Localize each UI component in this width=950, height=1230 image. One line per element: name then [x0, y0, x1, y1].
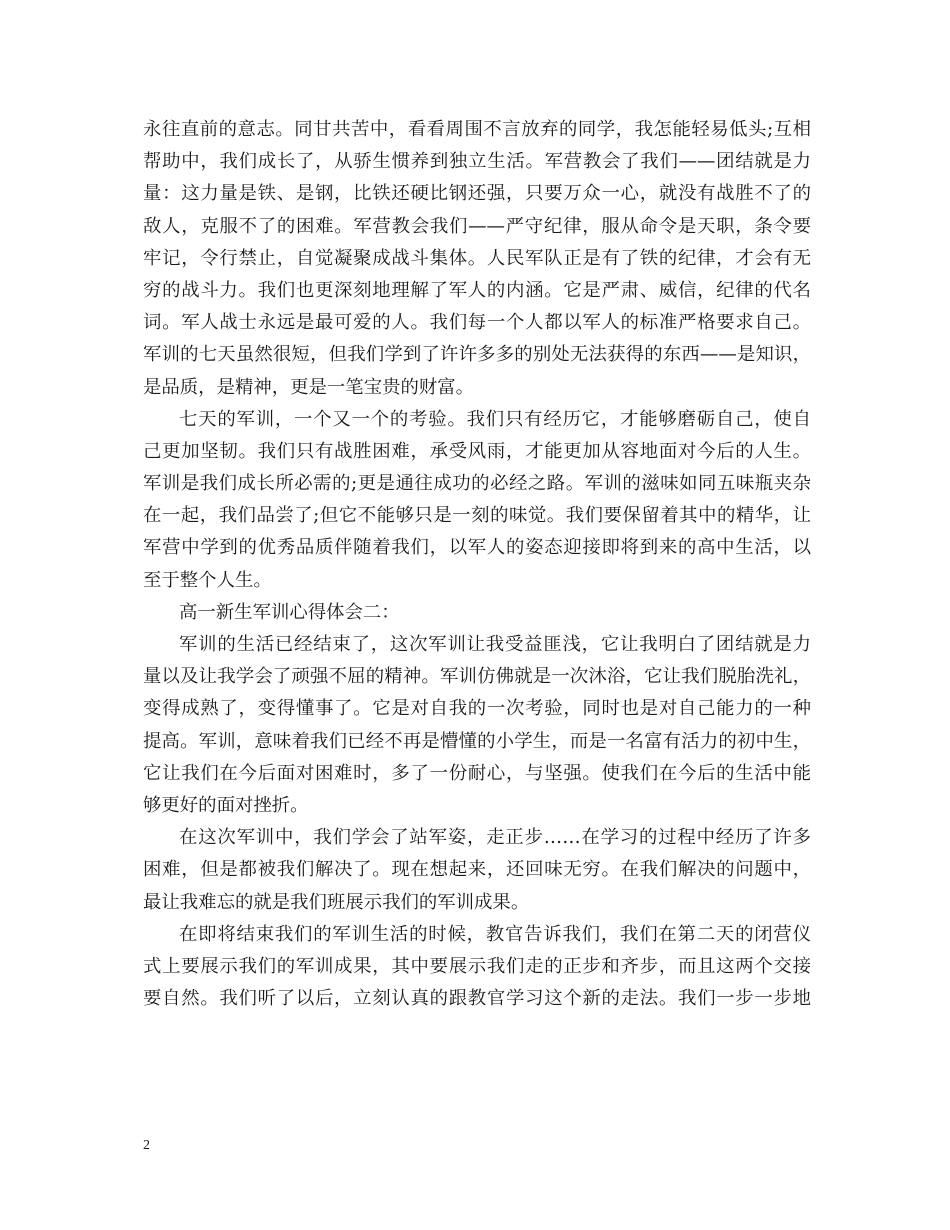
- text-line: 在一起，我们品尝了;但它不能够只是一刻的味觉。我们要保留着其中的精华，让: [143, 505, 811, 527]
- text-line: 是品质，是精神，更是一笔宝贵的财富。: [143, 376, 475, 398]
- text-line: 要自然。我们听了以后，立刻认真的跟教官学习这个新的走法。我们一步一步地: [143, 988, 811, 1010]
- text-line: 高一新生军训心得体会二：: [179, 601, 400, 623]
- body-text: [143, 114, 811, 1015]
- text-line: 军训的生活已经结束了，这次军训让我受益匪浅，它让我明白了团结就是力: [179, 634, 811, 655]
- text-line: 牢记，令行禁止，自觉凝聚成战斗集体。人民军队正是有了铁的纪律，才会有无: [143, 247, 811, 269]
- text-line: 至于整个人生。: [143, 569, 272, 591]
- text-line: 量以及让我学会了顽强不屈的精神。军训仿佛就是一次沐浴，它让我们脱胎洗礼，: [143, 666, 811, 688]
- text-line: 它让我们在今后面对困难时，多了一份耐心，与坚强。使我们在今后的生活中能: [143, 762, 811, 784]
- text-line: 帮助中，我们成长了，从骄生惯养到独立生活。军营教会了我们——团结就是力: [143, 151, 811, 173]
- text-line: 己更加坚韧。我们只有战胜困难，承受风雨，才能更加从容地面对今后的人生。: [143, 440, 811, 462]
- text-line: 在这次军训中，我们学会了站军姿，走正步……在学习的过程中经历了许多: [179, 827, 811, 849]
- text-line: 军训的七天虽然很短，但我们学到了许许多多的别处无法获得的东西——是知识，: [143, 344, 811, 366]
- text-line: 军训是我们成长所必需的;更是通往成功的必经之路。军训的滋味如同五味瓶夹杂: [143, 473, 811, 495]
- text-line: 变得成熟了，变得懂事了。它是对自我的一次考验，同时也是对自己能力的一种: [143, 698, 811, 720]
- text-line: 七天的军训，一个又一个的考验。我们只有经历它，才能够磨砺自己，使自: [179, 408, 811, 430]
- text-line: 词。军人战士永远是最可爱的人。我们每一个人都以军人的标准严格要求自己。: [143, 312, 811, 334]
- text-line: 敌人，克服不了的困难。军营教会我们——严守纪律，服从命令是天职，条令要: [143, 215, 811, 237]
- text-line: 永往直前的意志。同甘共苦中，看看周围不言放弃的同学，我怎能轻易低头;互相: [143, 119, 811, 140]
- text-line: 式上要展示我们的军训成果，其中要展示我们走的正步和齐步，而且这两个交接: [143, 955, 811, 977]
- text-line: 最让我难忘的就是我们班展示我们的军训成果。: [143, 891, 530, 913]
- text-line: 够更好的面对挫折。: [143, 794, 309, 816]
- text-line: 在即将结束我们的军训生活的时候，教官告诉我们，我们在第二天的闭营仪: [179, 923, 811, 945]
- text-line: 困难，但是都被我们解决了。现在想起来，还回味无穷。在我们解决的问题中，: [143, 859, 811, 881]
- page-number: 2: [143, 1138, 150, 1153]
- text-line: 军营中学到的优秀品质伴随着我们，以军人的姿态迎接即将到来的高中生活，以: [143, 537, 811, 559]
- text-line: 量：这力量是铁、是钢，比铁还硬比钢还强，只要万众一心，就没有战胜不了的: [143, 183, 811, 205]
- text-line: 提高。军训，意味着我们已经不再是懵懂的小学生，而是一名富有活力的初中生，: [143, 730, 811, 752]
- text-line: 穷的战斗力。我们也更深刻地理解了军人的内涵。它是严肃、威信，纪律的代名: [143, 279, 811, 301]
